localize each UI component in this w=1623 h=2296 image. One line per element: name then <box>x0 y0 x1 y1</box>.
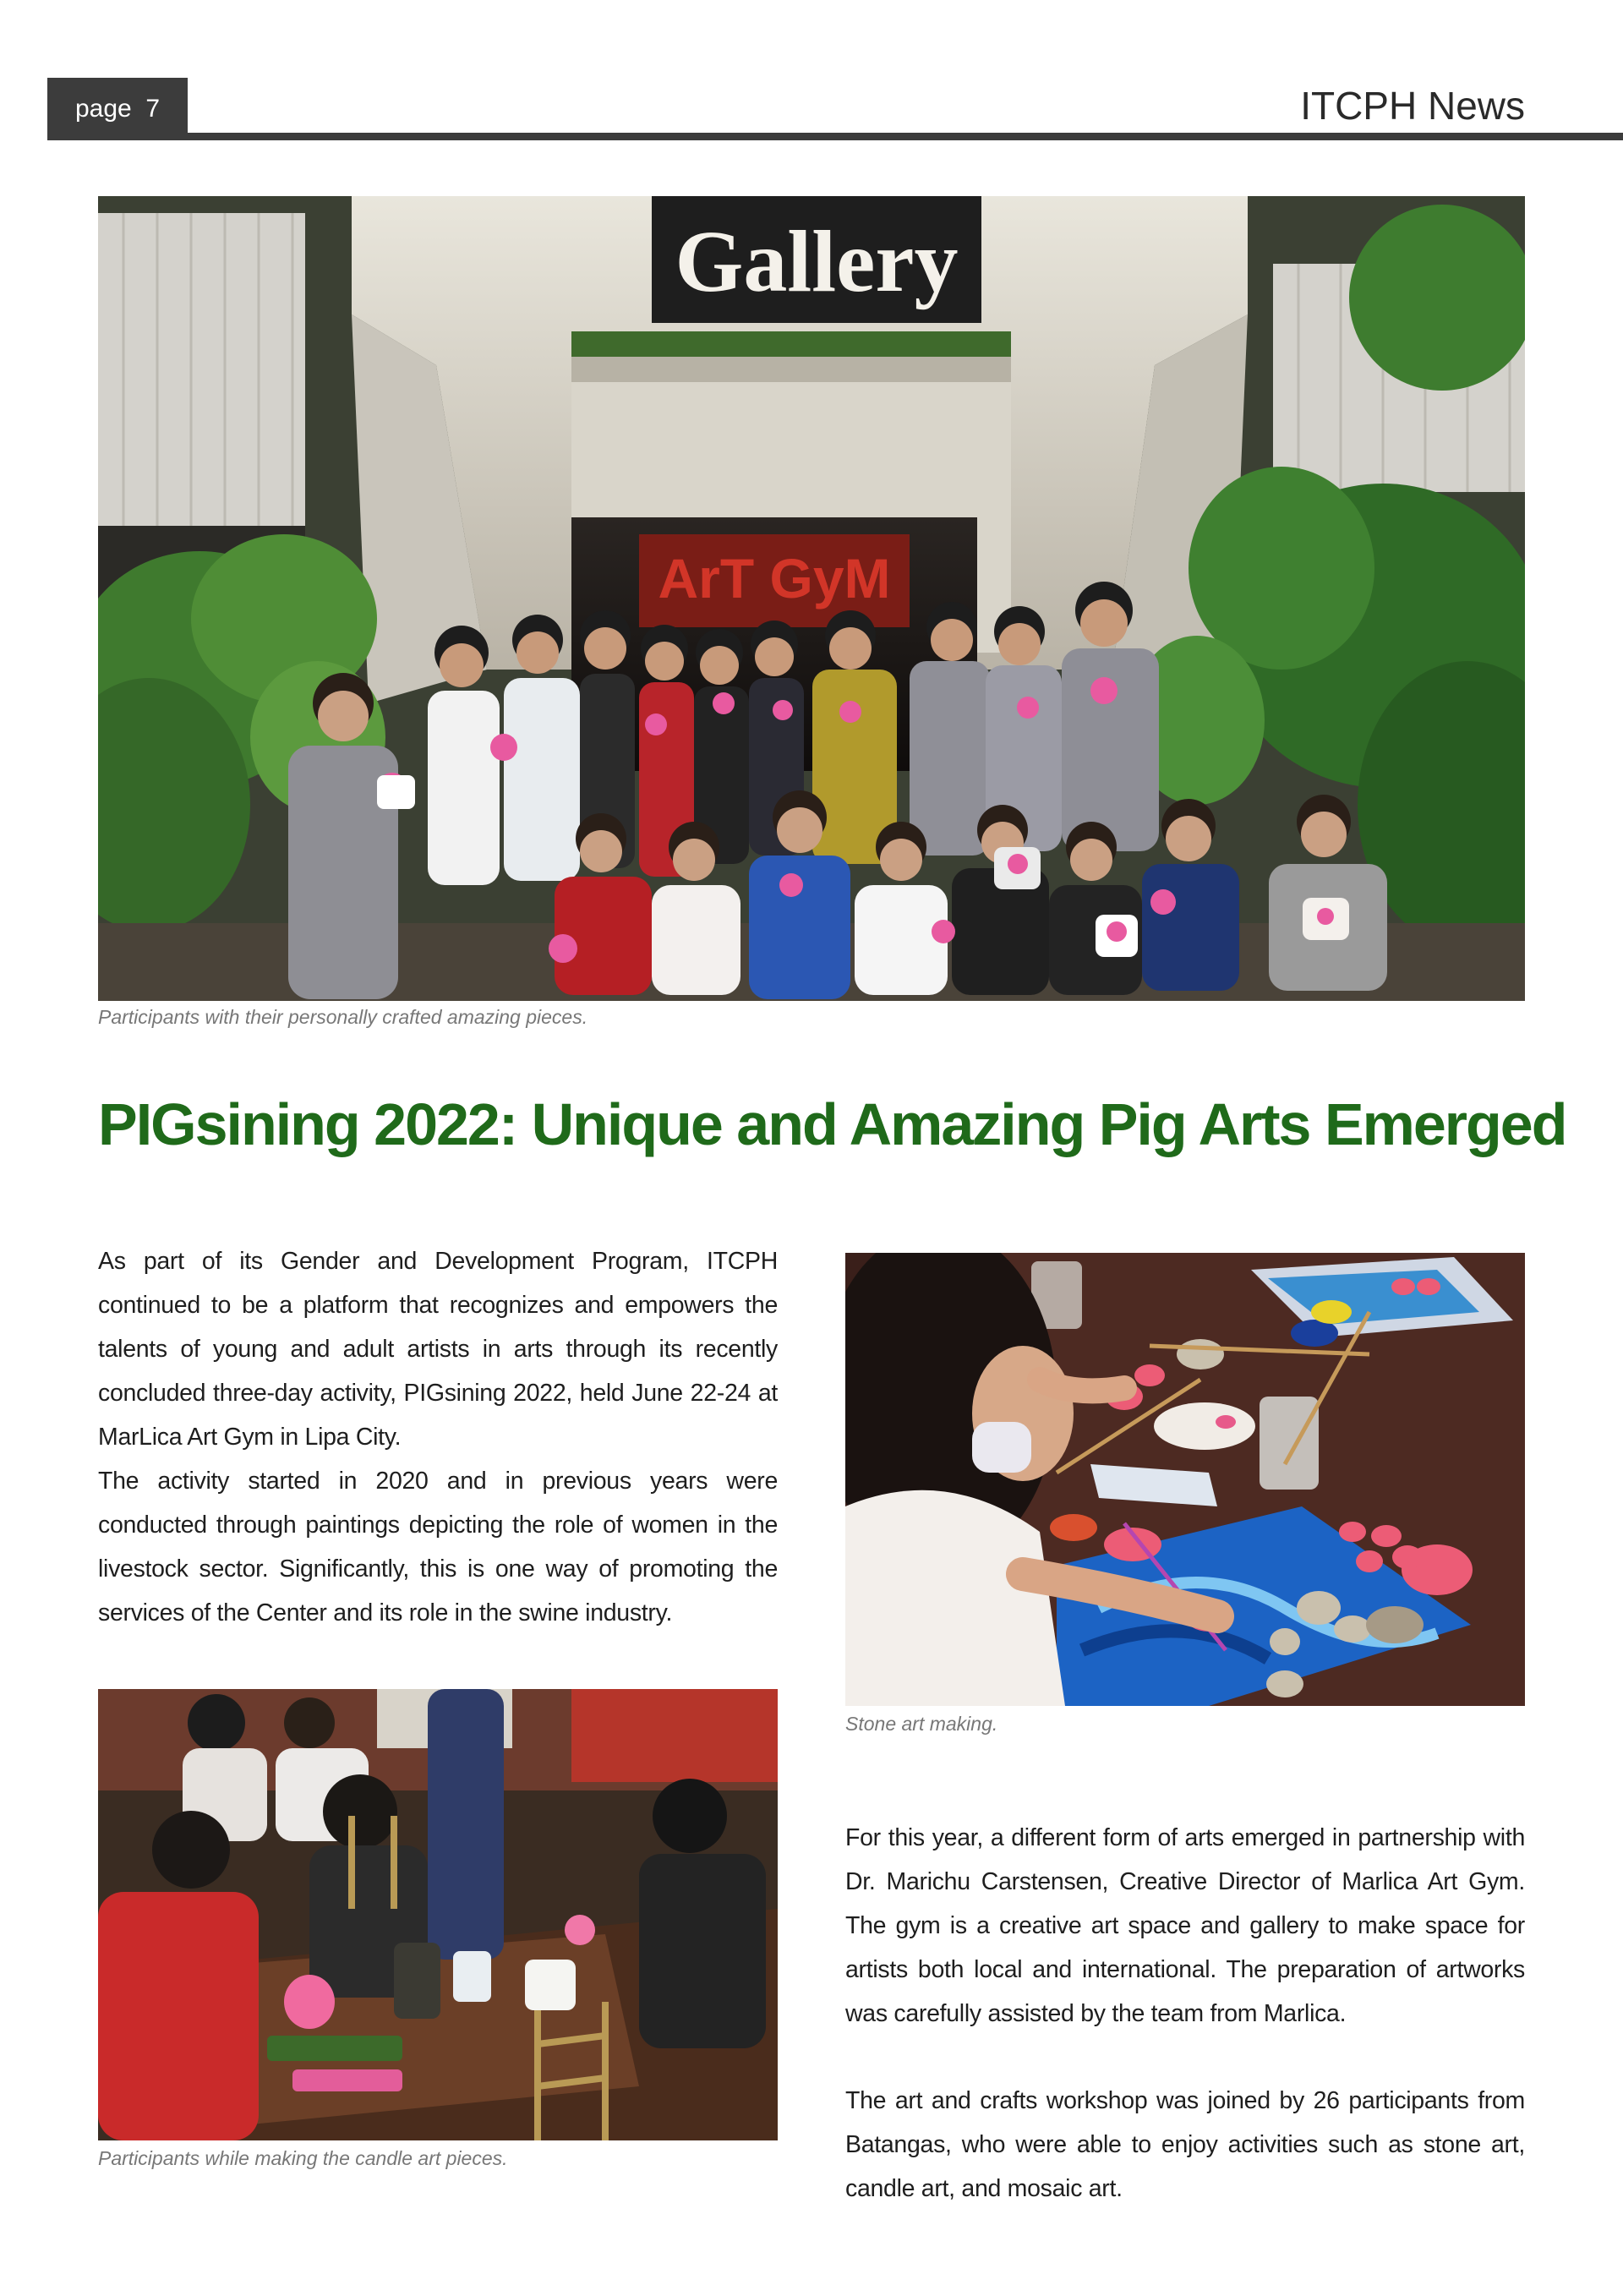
candle-art-photo <box>98 1689 778 2140</box>
stone-art-caption: Stone art making. <box>845 1713 998 1735</box>
article-headline: PIGsining 2022: Unique and Amazing Pig Arts Emerged <box>98 1091 1566 1157</box>
candle-art-caption: Participants while making the candle art pieces. <box>98 2147 508 2169</box>
header-rule <box>188 133 1623 140</box>
article-paragraph-4: The art and crafts workshop was joined by 26 participants from Batangas, who were able to enjoy activities such as stone art, candle art, and mosaic art. <box>845 2087 1525 2202</box>
page-number-label: page 7 <box>74 95 161 123</box>
stone-art-photo <box>845 1253 1525 1706</box>
art-gym-backdrop-text: ArT GyM <box>658 547 891 610</box>
gallery-sign-text: Gallery <box>675 213 959 310</box>
stone-art-illustration <box>845 1253 1525 1706</box>
page-number-tab <box>47 78 188 140</box>
group-photo-caption: Participants with their personally crafted amazing pieces. <box>98 1006 588 1028</box>
publication-title: ITCPH News <box>1300 84 1525 128</box>
article-paragraph-1: As part of its Gender and Development Program, ITCPH continued to be a platform that recognizes and empowers the talents of young and adult artists in arts through its recently concluded three-day activity, PIGsining 2022, held June 22-24 at MarLica Art Gym in Lipa City. <box>98 1248 778 1451</box>
article-paragraph-2: The activity started in 2020 and in previous years were conducted through paintings depicting the role of women in the livestock sector. Significantly, this is one way of promoting the services of the Center and its role in the swine industry. <box>98 1468 778 1626</box>
article-paragraph-3: For this year, a different form of arts emerged in partnership with Dr. Marichu Carstensen, Creative Director of Marlica Art Gym. The gym is a creative art space and gallery to make space for artists both local and international. The preparation of artworks was carefully assisted by the team from Marlica. <box>845 1824 1525 2027</box>
candle-art-illustration <box>98 1689 778 2140</box>
group-photo <box>98 196 1525 1001</box>
group-photo-illustration <box>98 196 1525 1001</box>
